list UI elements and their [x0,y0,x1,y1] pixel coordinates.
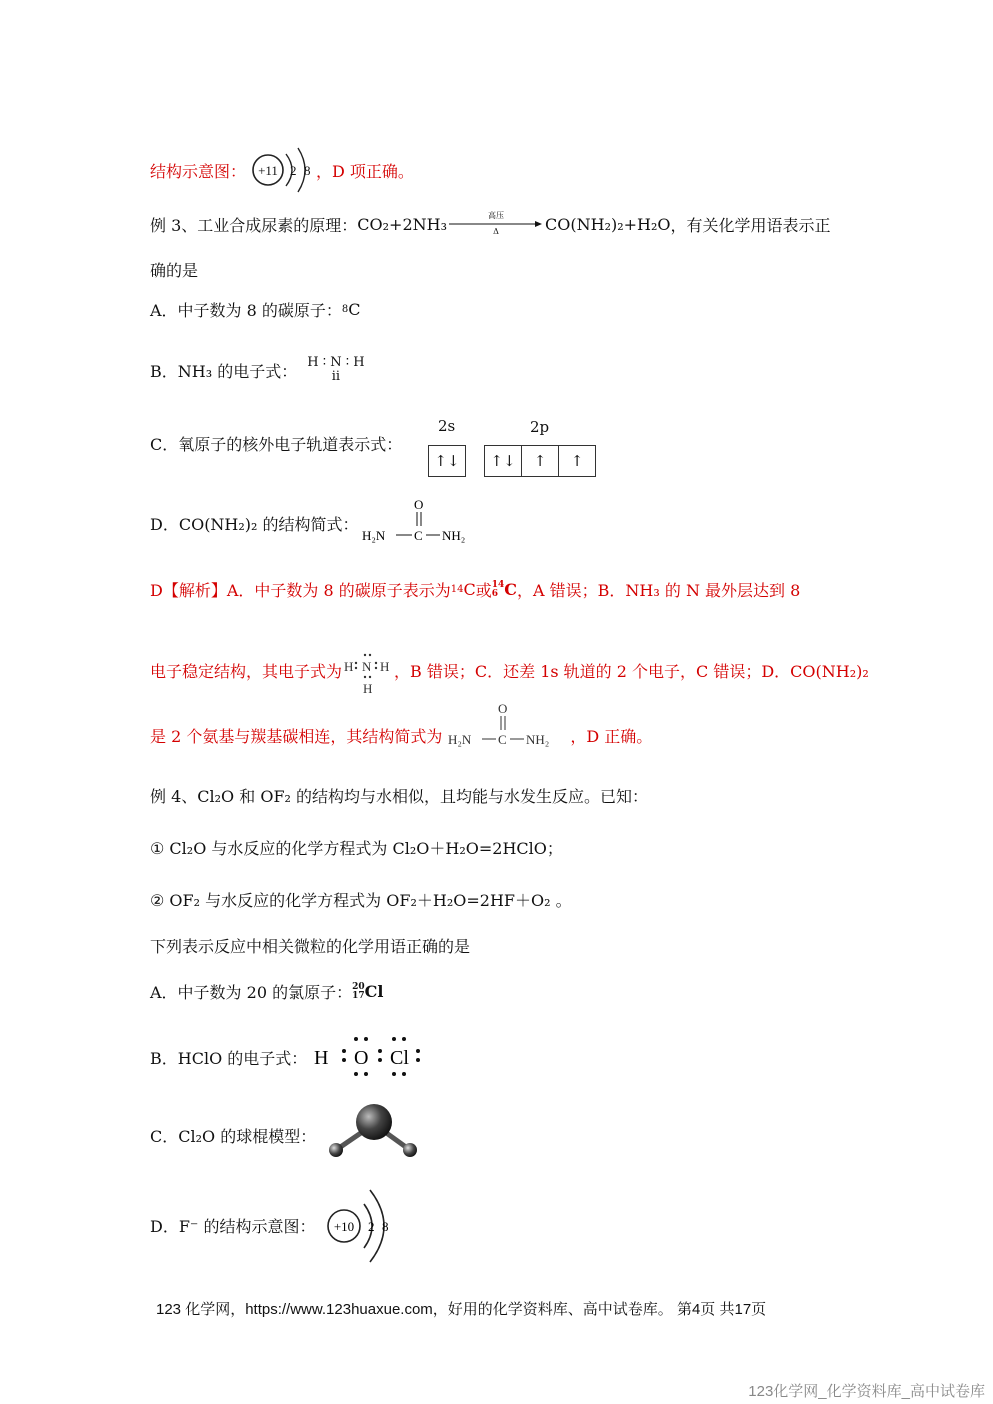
shell-2-label: 8 [304,163,311,178]
nh3-electron-formula [307,356,364,384]
reaction-1: ① Cl₂O 与水反应的化学方程式为 Cl₂O＋H₂O=2HClO； [150,839,563,858]
sodium-atom-structure-diagram [246,146,316,194]
answer-d-correct-line [150,146,414,194]
urea-structure [360,494,480,546]
option-a-text: A．中子数为 8 的碳原子： [150,301,342,320]
cl-nuclide-notation [352,983,365,1001]
hclo-h: H [314,1047,329,1069]
c14-element: C [463,580,476,599]
equation-right: CO(NH₂)₂+H₂O [545,214,671,234]
analysis-1b: ，A 错误；B．NH₃ 的 N 最外层达到 8 [517,581,801,600]
example-3-heading [150,212,831,236]
c14-nuclide-number: 6 [491,588,499,599]
isotope-mass: 8 [341,304,349,315]
orbital-2p-cell-2: ↑ [522,446,559,476]
shell-1-label: 2 [290,163,297,178]
analysis-1a: D【解析】A．中子数为 8 的碳原子表示为 [150,581,451,600]
orbital-2s-label: 2s [438,417,456,435]
c14-mass: 14 [450,584,464,595]
hclo-o: O [354,1047,369,1069]
example-3-option-c: C．氧原子的核外电子轨道表示式： [150,435,403,454]
c14-nuclide-element: C [504,580,518,599]
example-4-heading: 例 4、Cl₂O 和 OF₂ 的结构均与水相似，且均能与水发生反应。已知： [150,787,649,806]
reaction-2: ② OF₂ 与水反应的化学方程式为 OF₂＋H₂O=2HF＋O₂ 。 [150,891,572,910]
urea-oxygen: O [414,497,424,512]
urea-answer-right: NH₂ [526,732,550,747]
nh3-n: N [362,659,372,674]
c14-nuclide-notation [492,581,505,599]
orbital-2p-label: 2p [530,418,550,436]
analysis-line-3 [150,701,653,750]
example-3-tail: ，有关化学用语表示正 [670,215,831,235]
example-3-line2: 确的是 [150,261,199,280]
analysis-line-1 [150,578,800,601]
orbital-2p-cell-1: ↑↓ [485,446,522,476]
analysis-3a: 是 2 个氨基与羰基碳相连，其结构简式为 [150,726,443,746]
cl-nuclide-number: 17 [352,990,365,1001]
option-b-text-4: B．HClO 的电子式： [150,1049,308,1068]
cl-nuclide-mass: 20 [352,981,365,992]
nh3-formula-row1: H ∶ N ∶ H [307,355,365,370]
structure-prefix: 结构示意图： [150,161,247,181]
option-a-text-4: A．中子数为 20 的氯原子： [150,983,353,1002]
urea-carbon: C [414,528,423,543]
orbital-2s-box [428,445,466,477]
example-4-question: 下列表示反应中相关微粒的化学用语正确的是 [150,937,471,956]
reaction-arrow [449,212,543,236]
urea-left-group: H₂N [362,528,386,543]
urea-answer-oxygen: O [498,701,508,716]
example-4-option-c: C．Cl₂O 的球棍模型： [150,1127,317,1146]
option-b-text: B．NH₃ 的电子式： [150,361,298,381]
orbital-2p-cell-3: ↑ [570,452,584,470]
example-3-option-b [150,356,365,384]
condition-bottom: Δ [493,227,499,236]
c14-nuclide-mass: 14 [491,579,505,590]
f-shell-2: 8 [382,1219,389,1234]
example-4-option-a [150,980,383,1003]
f-shell-1: 2 [368,1219,375,1234]
hclo-cl: Cl [390,1047,409,1069]
hclo-electron-formula [312,1034,428,1080]
analysis-line-2 [150,643,869,697]
example-3-option-a [150,298,361,321]
nh3-h-right: H [380,659,390,674]
cl2o-ball-stick-model [322,1100,426,1164]
cl-nuclide-element: Cl [364,982,384,1001]
urea-answer-carbon: C [498,732,508,747]
fluoride-ion-structure-diagram [324,1182,404,1270]
equation-left: CO₂+2NH₃ [357,214,448,234]
urea-right-group: NH₂ [442,528,466,543]
orbital-2s-cell: ↑↓ [434,452,460,470]
nucleus-label: +11 [258,163,278,178]
example-3-option-d: D．CO(NH₂)₂ 的结构简式： [150,515,359,534]
analysis-3b: ，D 正确。 [570,726,653,746]
analysis-or: 或 [475,581,492,600]
nh3-formula-row2: ii [331,369,341,384]
structure-suffix: ，D 项正确。 [316,161,414,181]
isotope-element: C [348,300,361,319]
analysis-2b: ，B 错误；C．还差 1s 轨道的 2 个电子，C 错误；D．CO(NH₂)₂ [394,661,869,681]
nh3-electron-dot-formula [342,651,394,697]
nh3-h-left: H [344,659,354,674]
nh3-h-bottom: H [363,681,373,696]
example-3-intro: 例 3、工业合成尿素的原理： [150,215,358,235]
orbital-2p-box [484,445,596,477]
example-4-option-d: D．F⁻ 的结构示意图： [150,1217,316,1236]
f-nucleus-label: +10 [333,1219,355,1234]
page-footer: 123 化学网，https://www.123huaxue.com，好用的化学资料库、高中试卷库。 第4页 共17页 [156,1301,767,1318]
example-4-option-b [150,1046,307,1069]
urea-answer-left: H₂N [448,732,472,747]
analysis-2a: 电子稳定结构，其电子式为 [150,661,343,681]
urea-structure-answer [442,698,570,750]
site-watermark: 123化学网_化学资料库_高中试卷库 [748,1383,985,1400]
condition-top: 高压 [488,211,505,220]
